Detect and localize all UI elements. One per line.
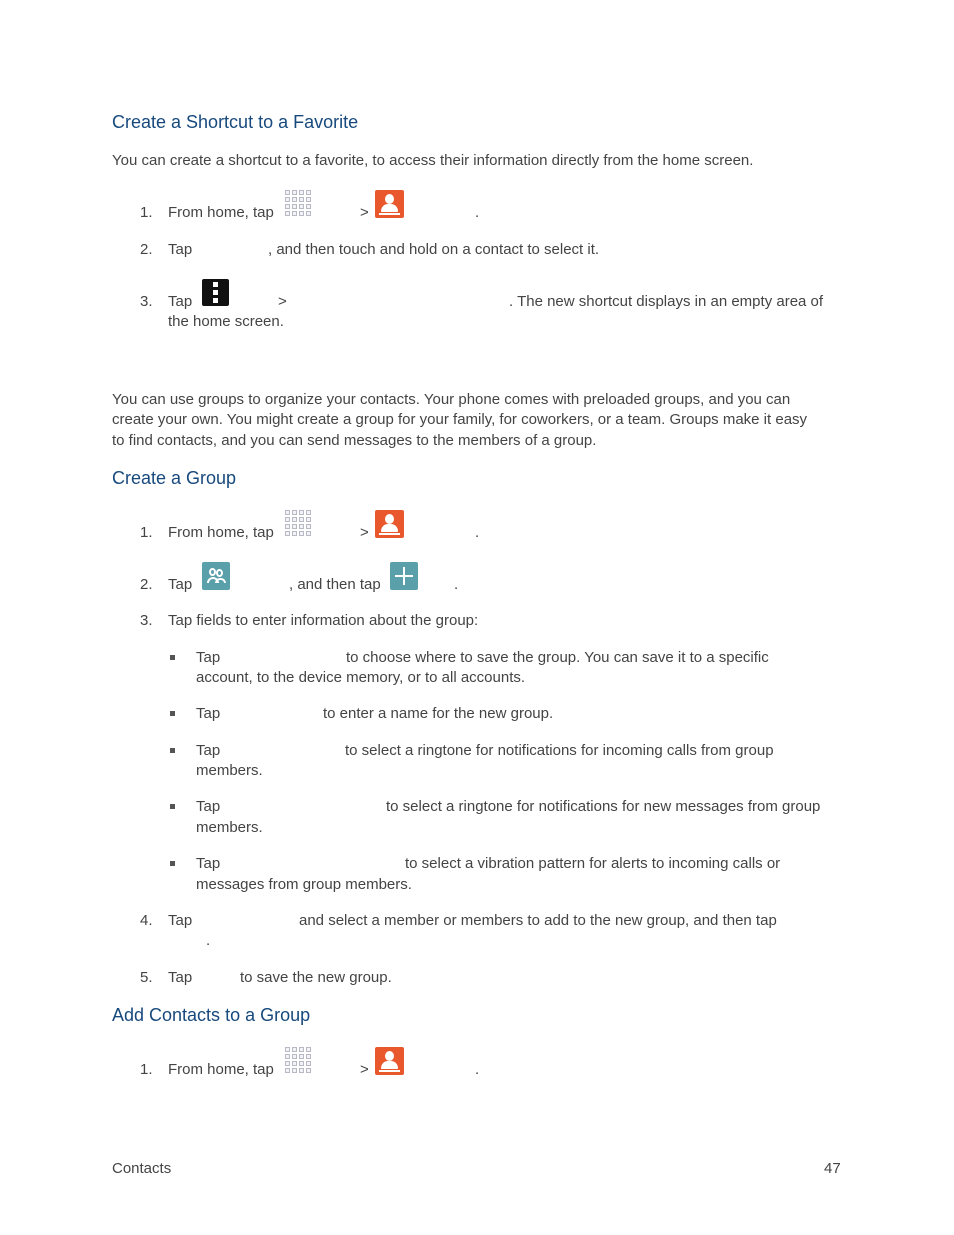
- bullet-text-continued: members.: [196, 819, 263, 836]
- apps-grid-icon: [285, 1047, 313, 1075]
- step-separator: >: [360, 204, 369, 221]
- step-separator: >: [360, 524, 369, 541]
- step-text-continued: the home screen.: [168, 313, 284, 330]
- groups-icon: [202, 562, 230, 590]
- step-number: 1.: [140, 1061, 153, 1078]
- bullet-text: to enter a name for the new group.: [323, 705, 554, 722]
- step-text: Tap fields to enter information about the group:: [168, 612, 479, 629]
- step-number: 3.: [140, 612, 153, 629]
- groups-intro-line: to find contacts, and you can send messages to the members of a group.: [112, 432, 597, 449]
- footer-section-name: Contacts: [112, 1160, 172, 1177]
- groups-intro-line: You can use groups to organize your contacts. Your phone comes with preloaded groups, and you can: [112, 391, 791, 408]
- bullet-text-continued: members.: [196, 762, 263, 779]
- step-text: , and then touch and hold on a contact to select it.: [268, 241, 600, 258]
- step-text: From home, tap: [168, 1061, 274, 1078]
- step-end: .: [454, 576, 459, 593]
- bullet-tap: Tap: [196, 855, 221, 872]
- contacts-app-icon: [375, 510, 404, 538]
- bullet-tap: Tap: [196, 742, 221, 759]
- bullet-text-continued: messages from group members.: [196, 876, 412, 893]
- step-text: Tap: [168, 912, 193, 929]
- bullet-marker: [170, 748, 175, 753]
- step-text: From home, tap: [168, 204, 274, 221]
- step-number: 5.: [140, 969, 153, 986]
- bullet-text: to select a ringtone for notifications for new messages from group: [386, 798, 821, 815]
- bullet-marker: [170, 861, 175, 866]
- contacts-app-icon: [375, 190, 404, 218]
- step-end: .: [475, 524, 480, 541]
- footer-page-number: 47: [824, 1160, 841, 1177]
- step-text: and select a member or members to add to the new group, and then tap: [299, 912, 777, 929]
- step-text: to save the new group.: [240, 969, 392, 986]
- bullet-tap: Tap: [196, 798, 221, 815]
- bullet-tap: Tap: [196, 649, 221, 666]
- bullet-text: to select a ringtone for notifications for incoming calls from group: [345, 742, 774, 759]
- section-heading-add-contacts: Add Contacts to a Group: [112, 1005, 311, 1025]
- bullet-marker: [170, 804, 175, 809]
- bullet-text: to choose where to save the group. You can save it to a specific: [346, 649, 769, 666]
- step-end: .: [475, 1061, 480, 1078]
- step-end: .: [475, 204, 480, 221]
- bullet-marker: [170, 711, 175, 716]
- step-text: Tap: [168, 293, 193, 310]
- step-number: 2.: [140, 241, 153, 258]
- step-text: . The new shortcut displays in an empty area of: [509, 293, 824, 310]
- step-number: 1.: [140, 524, 153, 541]
- bullet-marker: [170, 655, 175, 660]
- step-text: Tap: [168, 241, 193, 258]
- section-intro: You can create a shortcut to a favorite, to access their information directly from the home screen.: [112, 152, 754, 169]
- contacts-app-icon: [375, 1047, 404, 1075]
- bullet-tap: Tap: [196, 705, 221, 722]
- step-text: From home, tap: [168, 524, 274, 541]
- add-icon: [390, 562, 418, 590]
- step-number: 1.: [140, 204, 153, 221]
- bullet-text: to select a vibration pattern for alerts to incoming calls or: [405, 855, 781, 872]
- groups-intro-line: create your own. You might create a group for your family, for coworkers, or a team. Groups make it easy: [112, 411, 808, 428]
- section-heading-create-group: Create a Group: [112, 468, 237, 488]
- step-text: Tap: [168, 576, 193, 593]
- apps-grid-icon: [285, 190, 313, 218]
- step-text: , and then tap: [289, 576, 381, 593]
- apps-grid-icon: [285, 510, 313, 538]
- section-heading-create-shortcut: Create a Shortcut to a Favorite: [112, 112, 359, 132]
- step-text: Tap: [168, 969, 193, 986]
- step-separator: >: [360, 1061, 369, 1078]
- step-number: 3.: [140, 293, 153, 310]
- step-separator: >: [278, 293, 287, 310]
- bullet-text-continued: account, to the device memory, or to all accounts.: [196, 669, 526, 686]
- step-number: 4.: [140, 912, 153, 929]
- step-end: .: [206, 932, 211, 949]
- more-options-icon: [202, 279, 229, 306]
- step-number: 2.: [140, 576, 153, 593]
